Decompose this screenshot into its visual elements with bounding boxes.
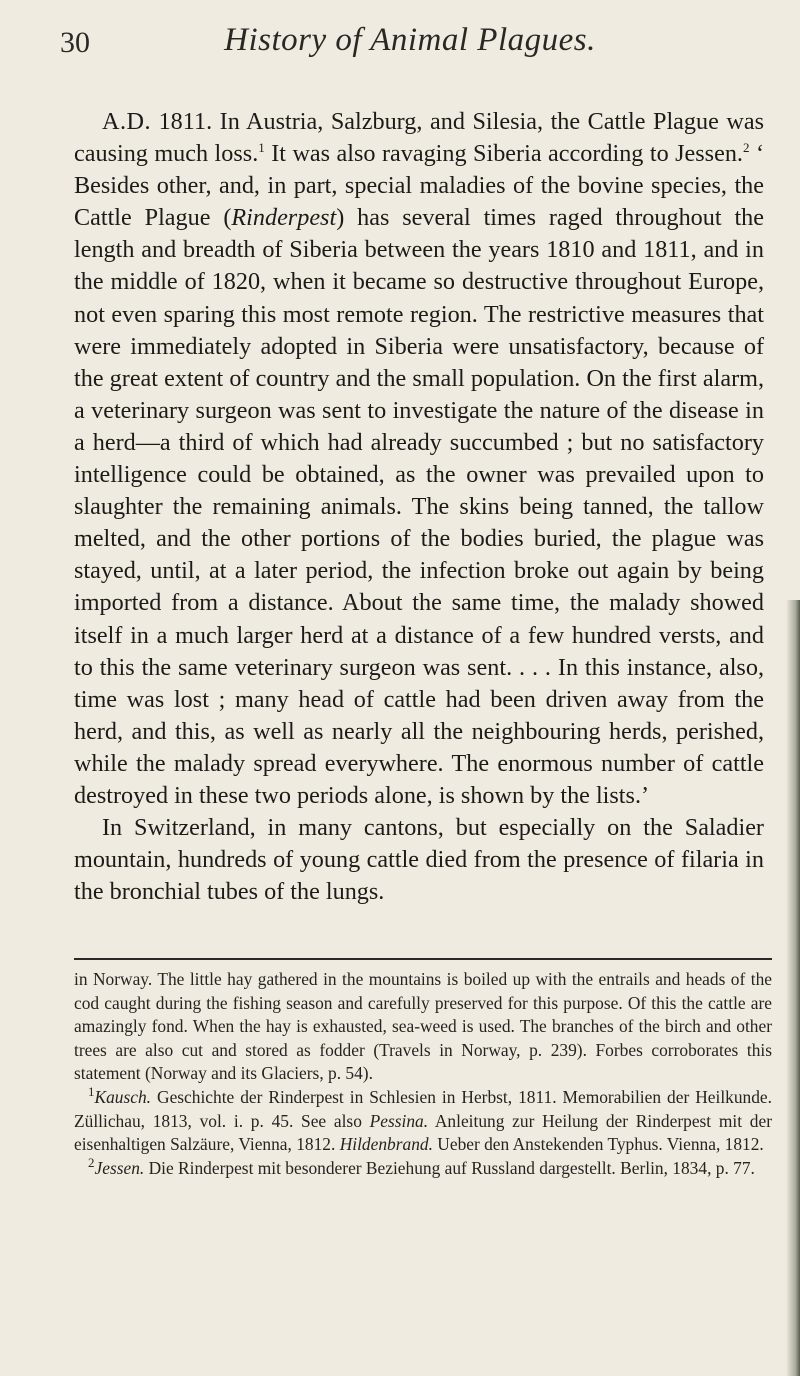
main-text [74,106,764,908]
footnote-author: Kausch. [94,1086,152,1107]
footnote-ref-2: 2 [742,140,750,156]
footnote-ref-1: 1 [258,140,265,156]
footnote-text: Anleitung zur Heilung der Rinderpest mit der eisenhaltigen Salzäure, Vienna, 1812. [74,1110,772,1155]
page-header [60,16,760,72]
paragraph-text: It was also ravaging Siberia according to Jessen. [264,140,743,168]
paragraph-text: 1811. In Austria, Salzburg, and Silesia, the Cattle Plague was causing much loss. [74,108,764,168]
paragraph-switzerland: In Switzerland, in many cantons, but especially on the Saladier mountain, hundreds of young cattle died from the presence of filaria in the bronchial tubes of the lungs. [74,814,764,906]
footnote-marker: 1 [88,1084,95,1100]
footnotes [74,968,772,1180]
footnote-text: Die Rinderpest mit besonderer Beziehung auf Russland dargestellt. Berlin, 1834, p. 77. [144,1157,755,1178]
footnote-author: Hildenbrand. [339,1134,433,1155]
footnote-1 [74,1086,772,1157]
footnote-divider [74,958,772,960]
footnote-marker: 2 [88,1154,95,1170]
footnote-author: Pessina. [369,1110,429,1131]
paragraph-text: ) has several times raged throughout the length and breadth of Siberia between the years 1810 and 1811, and in the middle of 1820, when it became so destructive throughout Europe, not even sparing this most remote region. The restrictive measures that were immediately adopted in Siberia were unsatisfactory, because of the great extent of country and the small population. On the first alarm, a veterinary surgeon was sent to investigate the nature of the disease in a herd—a third of which had already succumbed ; but no satisfactory intelligence could be obtained, as the owner was prevailed upon to slaughter the remaining animals. The skins being tanned, the tallow melted, and the other portions of the bodies buried, the plague was stayed, until, at a later period, the infection broke out again by being imported from a distance. About the same time, the malady showed itself in a much larger herd at a distance of a few hundred versts, and to this the same veterinary surgeon was sent. . . . In this instance, also, time was lost ; many head of cattle had been driven away from the herd, and this, as well as nearly all the neighbouring herds, perished, while the malady spread everywhere. The enormous number of cattle destroyed in these two periods alone, is shown by the lists.’ [74,204,764,809]
footnote-text: Ueber den Anstekenden Typhus. Vienna, 1812. [432,1134,764,1155]
italic-term: Rinderpest [231,204,337,232]
page-number: 30 [60,26,90,59]
footnote-text: Geschichte der Rinderpest in Schlesien in Herbst, 1811. Memorabilien der Heilkunde. Züllichau, 1813, vol. i. p. 45. See also [74,1086,772,1131]
footnote-2 [74,1154,772,1181]
footnote-continuation: in Norway. The little hay gathered in the mountains is boiled up with the entrails and heads of the cod caught during the fishing season and carefully preserved for this purpose. Of this the cattle are amazingly fond. When the hay is exhausted, sea-weed is used. The branches of the birch and other trees are also cut and stored as fodder (Travels in Norway, p. 239). Forbes corroborates this statement (Norway and its Glaciers, p. 54). [74,969,772,1084]
era-label: A.D. [102,108,152,135]
page-edge-shadow [786,600,800,1376]
running-title: History of Animal Plagues. [224,22,596,58]
paragraph-1811 [74,106,764,812]
footnote-author: Jessen. [94,1157,145,1178]
paragraph-text: ‘ Besides other, and, in part, special maladies of the bovine species, the Cattle Plague ( [74,140,765,232]
